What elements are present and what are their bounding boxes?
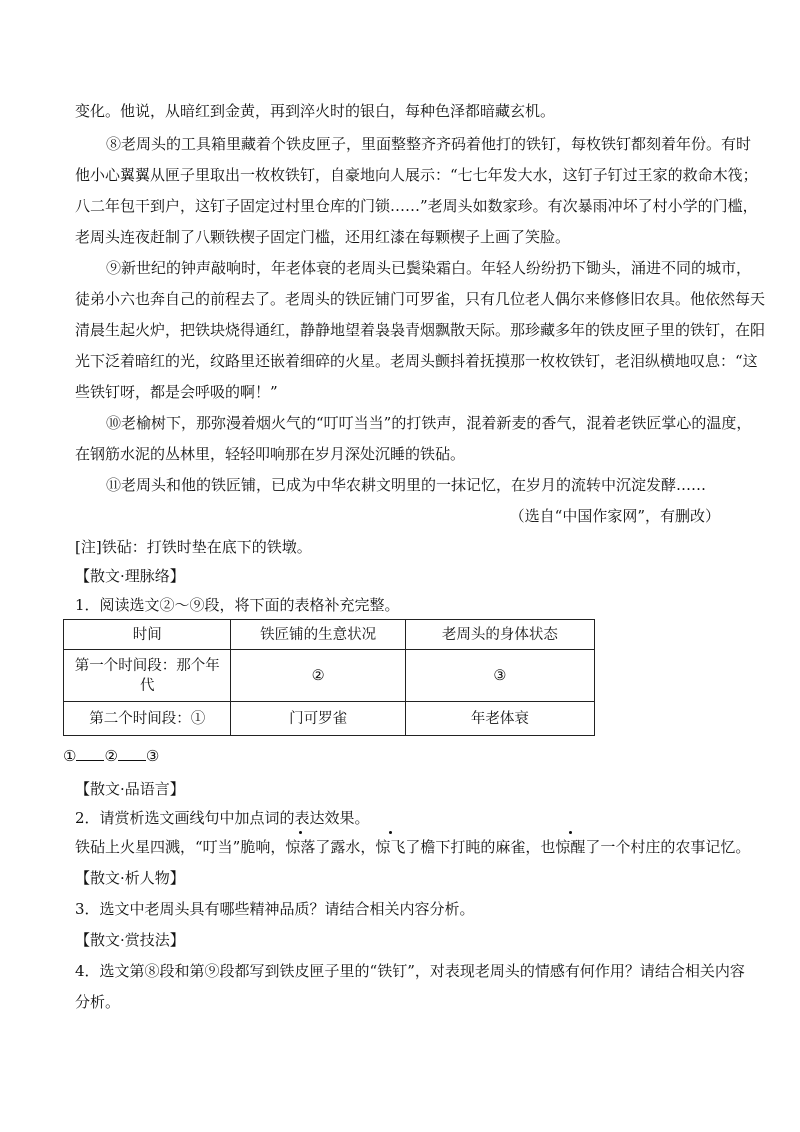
table-cell-blank-2: ② — [231, 650, 405, 702]
paragraph-10-line-2: 在钢筋水泥的丛林里，轻轻叩响那在岁月深处沉睡的铁砧。 — [75, 445, 466, 463]
blank-label-2: ② — [104, 747, 118, 765]
table-header-cell: 铁匠铺的生意状况 — [231, 620, 405, 650]
table-header-row — [64, 620, 595, 650]
paragraph-8-line-2: 他小心翼翼从匣子里取出一枚枚铁钉，自豪地向人展示：“七七年发大水，这钉子钉过王家的救命木筏； — [75, 166, 758, 184]
sentence-part: 了一个村庄的农事记忆。 — [585, 838, 751, 856]
table-row — [64, 702, 595, 736]
paragraph-9-line-1: ⑨新世纪的钟声敲响时，年老体衰的老周头已鬓染霜白。年轻人纷纷扔下锄头，涌进不同的城市， — [106, 259, 752, 277]
answer-blank-2[interactable] — [118, 746, 146, 761]
sentence-part: 了檐下打盹的麻雀，也 — [405, 838, 556, 856]
paragraph-10-line-1: ⑩老榆树下，那弥漫着烟火气的“叮叮当当”的打铁声，混着新麦的香气，混着老铁匠掌心的温度， — [106, 414, 752, 432]
table-header-cell: 老周头的身体状态 — [405, 620, 594, 650]
question-4-line-1: 4．选文第⑧段和第⑨段都写到铁皮匣子里的“铁钉”，对表现老周头的情感有何作用？请结合相关内容 — [75, 962, 745, 980]
blank-label-1: ① — [63, 747, 77, 765]
table-cell: 第二个时间段：① — [64, 702, 231, 736]
emphasized-word-jingluo: 惊落 — [285, 838, 316, 856]
question-1: 1．阅读选文②～⑨段，将下面的表格补充完整。 — [75, 596, 400, 614]
section-heading-language: 【散文·品语言】 — [75, 780, 185, 798]
paragraph-8-line-1: ⑧老周头的工具箱里藏着个铁皮匣子，里面整整齐齐码着他打的铁钉，每枚铁钉都刻着年份。有时 — [106, 135, 752, 153]
answer-table — [63, 619, 595, 736]
emphasized-word-jingfei: 惊飞 — [375, 838, 406, 856]
sentence-part: 了露水， — [315, 838, 376, 856]
section-heading-character: 【散文·析人物】 — [75, 869, 185, 887]
source-citation: （选自“中国作家网”，有删改） — [509, 507, 720, 525]
question-4-line-2: 分析。 — [75, 993, 121, 1011]
section-heading-technique: 【散文·赏技法】 — [75, 931, 185, 949]
table-cell: 门可罗雀 — [231, 702, 405, 736]
section-heading-structure: 【散文·理脉络】 — [75, 567, 185, 585]
question-2-sentence — [75, 834, 750, 860]
table-header-cell: 时间 — [64, 620, 231, 650]
paragraph-9-line-5: 些铁钉呀，都是会呼吸的啊！” — [75, 383, 278, 401]
emphasized-word-jingxing: 惊醒 — [555, 838, 586, 856]
question-2: 2．请赏析选文画线句中加点词的表达效果。 — [75, 809, 370, 827]
table-cell: 年老体衰 — [405, 702, 594, 736]
paragraph-7-tail: 变化。他说，从暗红到金黄，再到淬火时的银白，每种色泽都暗藏玄机。 — [75, 102, 556, 120]
table-cell-blank-3: ③ — [405, 650, 594, 702]
paragraph-9-line-4: 光下泛着暗红的光，纹路里还嵌着细碎的火星。老周头颤抖着抚摸那一枚枚铁钉，老泪纵横地叹息：“这 — [75, 352, 758, 370]
paragraph-11: ⑪老周头和他的铁匠铺，已成为中华农耕文明里的一抹记忆，在岁月的流转中沉淀发酵…… — [106, 476, 707, 494]
paragraph-9-line-3: 清晨生起火炉，把铁块烧得通红，静静地望着袅袅青烟飘散天际。那珍藏多年的铁皮匣子里的铁钉，在阳 — [75, 321, 766, 339]
annotation-note: [注]铁砧：打铁时垫在底下的铁墩。 — [75, 538, 312, 556]
answer-blank-1[interactable] — [76, 746, 104, 761]
table-cell: 第一个时间段：那个年代 — [64, 650, 231, 702]
blank-label-3: ③ — [145, 747, 160, 765]
paragraph-8-line-3: 八二年包干到户，这钉子固定过村里仓库的门锁……”老周头如数家珍。有次暴雨冲坏了村小学的门槛， — [75, 197, 758, 215]
answer-blanks-line — [63, 743, 159, 769]
paragraph-8-line-4: 老周头连夜赶制了八颗铁楔子固定门槛，还用红漆在每颗楔子上画了笑脸。 — [75, 228, 571, 246]
question-3: 3．选文中老周头具有哪些精神品质？请结合相关内容分析。 — [75, 900, 475, 918]
sentence-part: 铁砧上火星四溅，“叮当”脆响， — [75, 838, 286, 856]
table-row — [64, 650, 595, 702]
paragraph-9-line-2: 徒弟小六也奔自己的前程去了。老周头的铁匠铺门可罗雀，只有几位老人偶尔来修修旧农具。他依然每天 — [75, 290, 766, 308]
